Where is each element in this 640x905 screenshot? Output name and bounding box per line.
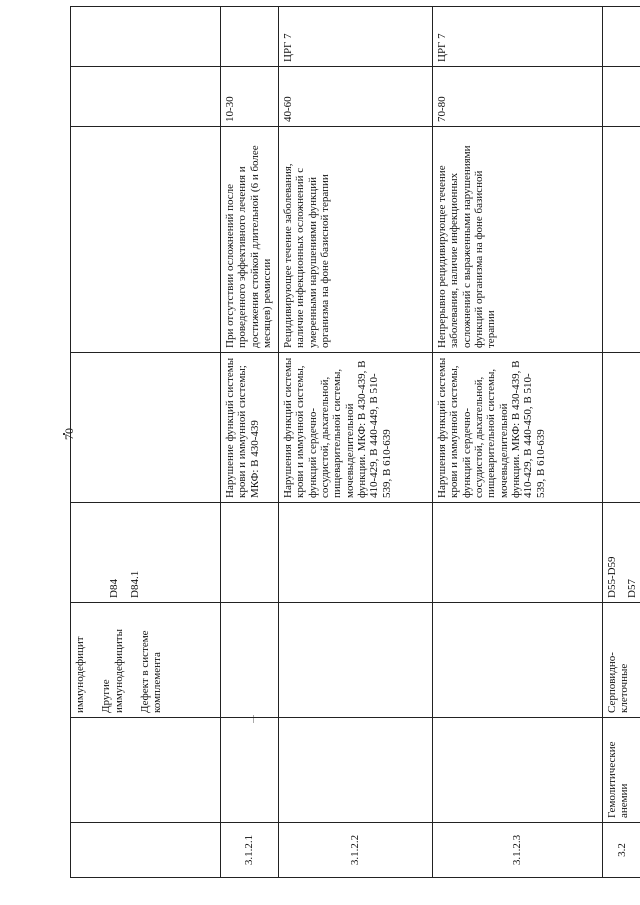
- row-group: [221, 718, 279, 823]
- row-functions: [603, 353, 640, 503]
- row-description: [603, 127, 640, 353]
- row-functions: [71, 353, 221, 503]
- row-criteria: [71, 7, 221, 67]
- table-row: [279, 7, 433, 878]
- row-criteria: ЦРГ 7: [433, 7, 603, 67]
- row-group: [433, 718, 603, 823]
- row-names: Серповидно-клеточные: [603, 603, 640, 718]
- row-percent: 70-80: [433, 67, 603, 127]
- code-line: D84: [108, 579, 120, 598]
- code-line: D84.1: [129, 570, 142, 598]
- row-percent: 40-60: [279, 67, 433, 127]
- row-group: [279, 718, 433, 823]
- row-criteria: [603, 7, 640, 67]
- table-row: [603, 7, 640, 878]
- row-description: При отсутствии осложнений после проведенного эффективного лечения и достижения стойкой длительной (6 и более месяцев) ремиссии: [221, 127, 279, 353]
- row-codes: [221, 503, 279, 603]
- row-functions: Нарушения функций системы крови и иммунной системы, функций сердечно-сосудистой, дыхательной, пищеварительной системы, мочевыделительной функции. МКФ: В 430-439, В 410-429, В 440-449, В 510-539, В 610-639: [279, 353, 433, 503]
- row-description: Рецидивирующее течение заболевания, наличие инфекционных осложнений с умеренными нарушениями функций организма на фоне базисной терапии: [279, 127, 433, 353]
- row-description: Непрерывно рецидивирующее течение заболевания, наличие инфекционных осложнений с выраженными нарушениями функций организма на фоне базисной терапии: [433, 127, 603, 353]
- row-number: [71, 823, 221, 878]
- table-row: [71, 7, 221, 878]
- code-line: D57: [626, 579, 639, 598]
- name-line: иммунодефицит: [74, 636, 86, 713]
- name-line: Другие иммунодефициты: [100, 629, 125, 713]
- row-description: [71, 127, 221, 353]
- row-criteria: [221, 7, 279, 67]
- row-criteria: ЦРГ 7: [279, 7, 433, 67]
- row-number: 3.1.2.3: [433, 823, 603, 878]
- disability-criteria-table: [70, 6, 640, 878]
- row-codes: [433, 503, 603, 603]
- row-percent: [71, 67, 221, 127]
- row-number: 3.2: [603, 823, 640, 878]
- table-row: [433, 7, 603, 878]
- page-number: 70: [62, 428, 76, 440]
- row-codes: [71, 503, 221, 603]
- row-functions: Нарушения функций системы крови и иммунной системы, функций сердечно-сосудистой, дыхательной, пищеварительной системы, мочевыделительной функции. МКФ: В 430-439, В 410-429, В 440-450, В 510-539, В 610-639: [433, 353, 603, 503]
- row-group: Гемолитические анемии: [603, 718, 640, 823]
- code-line: D55-D59: [606, 556, 618, 598]
- row-percent: 10-30: [221, 67, 279, 127]
- document-table-rotated: [70, 7, 639, 878]
- row-number: 3.1.2.1: [221, 823, 279, 878]
- table-row: [221, 7, 279, 878]
- row-names: [221, 603, 279, 718]
- row-number: 3.1.2.2: [279, 823, 433, 878]
- row-names: [71, 603, 221, 718]
- name-line: Дефект в системе комплемента: [138, 630, 164, 713]
- row-group: [71, 718, 221, 823]
- row-functions: Нарушение функций системы крови и иммунной системы; МКФ: В 430-439: [221, 353, 279, 503]
- row-codes: [279, 503, 433, 603]
- row-names: [433, 603, 603, 718]
- row-names: [279, 603, 433, 718]
- row-percent: [603, 67, 640, 127]
- row-codes: [603, 503, 640, 603]
